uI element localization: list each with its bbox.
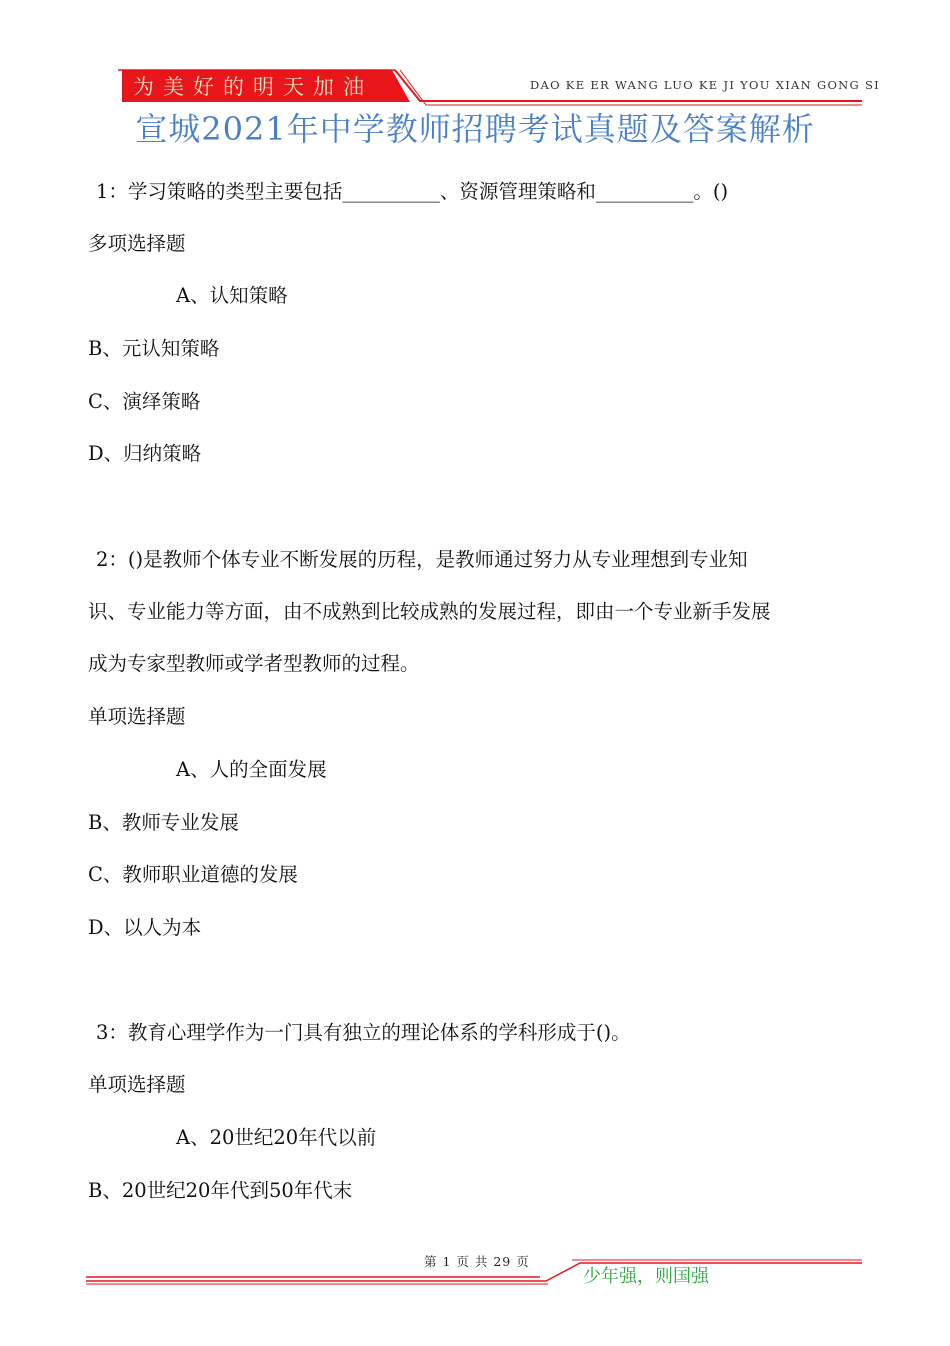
document-title: 宣城2021年中学教师招聘考试真题及答案解析 bbox=[135, 110, 815, 148]
question-3-stem-line-1: 3：教育心理学作为一门具有独立的理论体系的学科形成于()。 bbox=[96, 1021, 631, 1044]
question-3-option-b: B、20世纪20年代到50年代末 bbox=[88, 1179, 353, 1202]
question-2-stem-line-3: 成为专家型教师或学者型教师的过程。 bbox=[88, 652, 420, 675]
footer-page-number: 第 1 页 共 29 页 bbox=[424, 1254, 530, 1269]
question-1-option-b: B、元认知策略 bbox=[88, 337, 220, 360]
footer-motto: 少年强，则国强 bbox=[583, 1266, 709, 1287]
question-3-type: 单项选择题 bbox=[88, 1073, 186, 1096]
question-2-option-a: A、人的全面发展 bbox=[176, 758, 327, 781]
question-3-option-a: A、20世纪20年代以前 bbox=[176, 1126, 377, 1149]
question-1-stem-line-1: 1：学习策略的类型主要包括__________、资源管理策略和__________。() bbox=[96, 180, 729, 203]
question-2-option-b: B、教师专业发展 bbox=[88, 811, 239, 834]
question-1-option-a: A、认知策略 bbox=[176, 284, 288, 307]
question-1-option-c: C、演绎策略 bbox=[88, 390, 201, 413]
question-2-type: 单项选择题 bbox=[88, 705, 186, 728]
question-2-option-d: D、以人为本 bbox=[88, 916, 202, 939]
header-slogan: 为美好的明天加油 bbox=[133, 75, 373, 99]
question-2-stem-line-2: 识、专业能力等方面，由不成熟到比较成熟的发展过程，即由一个专业新手发展 bbox=[88, 600, 771, 623]
question-2-option-c: C、教师职业道德的发展 bbox=[88, 863, 298, 886]
question-1-type: 多项选择题 bbox=[88, 232, 186, 255]
header-company-name: DAO KE ER WANG LUO KE JI YOU XIAN GONG SI bbox=[530, 78, 881, 92]
question-1-option-d: D、归纳策略 bbox=[88, 442, 202, 465]
question-2-stem-line-1: 2：()是教师个体专业不断发展的历程，是教师通过努力从专业理想到专业知 bbox=[96, 548, 748, 571]
